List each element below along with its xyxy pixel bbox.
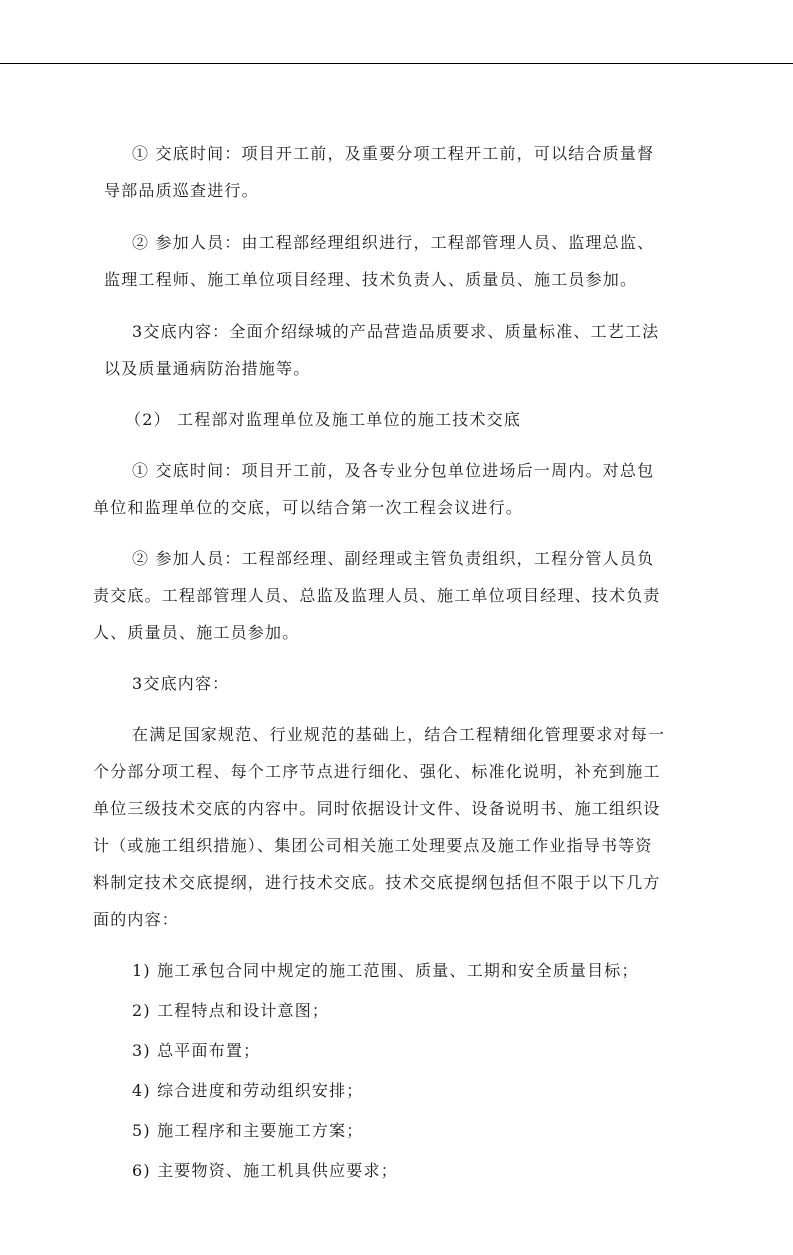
paragraph-line: 3交底内容：全面介绍绿城的产品营造品质要求、质量标准、工艺工法	[132, 322, 660, 341]
paragraph-line: ② 参加人员：工程部经理、副经理或主管负责组织，工程分管人员负	[132, 549, 655, 568]
paragraph-line: 人、质量员、施工员参加。	[93, 623, 300, 642]
header-rule	[0, 63, 793, 64]
list-item: 5) 施工程序和主要施工方案；	[132, 1121, 364, 1140]
list-item: 1) 施工承包合同中规定的施工范围、质量、工期和安全质量目标；	[132, 961, 639, 980]
list-item: 4) 综合进度和劳动组织安排；	[132, 1081, 364, 1100]
paragraph-line: ② 参加人员：由工程部经理组织进行，工程部管理人员、监理总监、	[132, 233, 655, 252]
section-heading: （2） 工程部对监理单位及施工单位的施工技术交底	[125, 410, 522, 429]
paragraph-line: 料制定技术交底提纲，进行技术交底。技术交底提纲包括但不限于以下几方	[93, 873, 661, 892]
list-item: 2) 工程特点和设计意图；	[132, 1001, 330, 1020]
paragraph-line: 监理工程师、施工单位项目经理、技术负责人、质量员、施工员参加。	[104, 270, 638, 289]
paragraph-line: 在满足国家规范、行业规范的基础上，结合工程精细化管理要求对每一	[132, 725, 666, 744]
paragraph-line: 个分部分项工程、每个工序节点进行细化、强化、标准化说明，补充到施工	[93, 762, 661, 781]
paragraph-line: 导部品质巡查进行。	[104, 181, 259, 200]
list-item: 3) 总平面布置；	[132, 1041, 261, 1060]
paragraph-line: 3交底内容：	[132, 674, 230, 693]
paragraph-line: ① 交底时间：项目开工前，及重要分项工程开工前，可以结合质量督	[132, 144, 655, 163]
paragraph-line: 以及质量通病防治措施等。	[104, 359, 311, 378]
paragraph-line: ① 交底时间：项目开工前，及各专业分包单位进场后一周内。对总包	[132, 461, 655, 480]
list-item: 6) 主要物资、施工机具供应要求；	[132, 1161, 398, 1180]
paragraph-line: 单位和监理单位的交底，可以结合第一次工程会议进行。	[93, 498, 524, 517]
paragraph-line: 单位三级技术交底的内容中。同时依据设计文件、设备说明书、施工组织设	[93, 799, 661, 818]
paragraph-line: 面的内容：	[93, 910, 180, 929]
paragraph-line: 责交底。工程部管理人员、总监及监理人员、施工单位项目经理、技术负责	[93, 586, 661, 605]
paragraph-line: 计（或施工组织措施）、集团公司相关施工处理要点及施工作业指导书等资	[93, 836, 653, 855]
